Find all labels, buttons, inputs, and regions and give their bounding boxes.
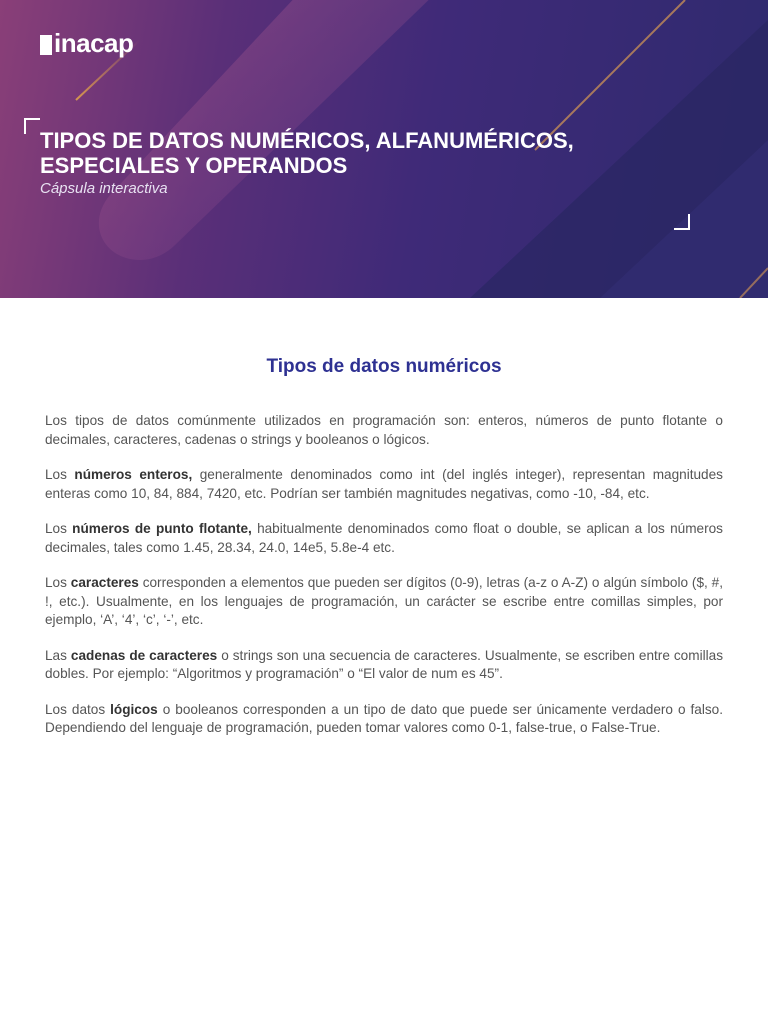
paragraph-lead: Los datos	[45, 701, 111, 717]
page-subtitle: Cápsula interactiva	[40, 180, 168, 197]
paragraph-bold-term: caracteres	[70, 575, 139, 590]
page-title: TIPOS DE DATOS NUMÉRICOS, ALFANUMÉRICOS, ESPECIALES Y OPERANDOS	[40, 128, 574, 178]
paragraph-text: o booleanos corresponden a un tipo de dato que puede ser únicamente verdadero o falso. Dependiendo del lenguaje de programación, pueden tomar valores como 0-1, false-true, o False-True.	[45, 701, 723, 735]
paragraph-text: Los tipos de datos comúnmente utilizados en programación son: enteros, números de punto flotante o decimales, caracteres, cadenas o strings y booleanos o lógicos.	[45, 413, 723, 447]
inacap-logo	[40, 28, 133, 59]
paragraph-bold-term: lógicos	[110, 701, 158, 717]
paragraph-bold-term: números enteros,	[74, 467, 193, 482]
paragraph-integers	[45, 466, 723, 503]
paragraph-floats	[45, 520, 723, 557]
paragraph-lead: Los	[45, 521, 73, 536]
corner-bracket-top-left	[24, 118, 40, 134]
main-content	[45, 356, 723, 755]
paragraph-lead: Los	[45, 575, 71, 590]
paragraph-booleans	[45, 701, 723, 738]
header-banner	[0, 0, 768, 298]
paragraph-text: o strings son una secuencia de caracteres. Usualmente, se escriben entre comillas dobles. Por ejemplo: “Algoritmos y programación” o “El valor de num es 45”.	[45, 647, 723, 681]
logo-mark-icon	[40, 35, 52, 55]
paragraph-lead: Los	[45, 467, 75, 482]
paragraph-text: habitualmente denominados como float o double, se aplican a los números decimales, tales como 1.45, 28.34, 24.0, 14e5, 5.8e-4 etc.	[45, 521, 723, 555]
paragraph-text: generalmente denominados como int (del inglés integer), representan magnitudes enteras como 10, 84, 884, 7420, etc. Podrían ser también magnitudes negativas, como -10, -84, etc.	[45, 467, 723, 501]
paragraph-bold-term: números de punto flotante,	[72, 521, 252, 536]
paragraph-strings	[45, 647, 723, 684]
section-title: Tipos de datos numéricos	[266, 356, 502, 377]
paragraph-characters	[45, 574, 723, 630]
logo-text: inacap	[54, 28, 134, 58]
paragraph-lead: Las	[45, 647, 71, 663]
corner-bracket-bottom-right	[674, 214, 690, 230]
paragraph-bold-term: cadenas de caracteres	[70, 647, 218, 663]
paragraph-intro	[45, 412, 723, 449]
paragraph-text: corresponden a elementos que pueden ser dígitos (0-9), letras (a-z o A-Z) o algún símbolo ($, #, !, etc.). Usualmente, en los lenguajes de programación, un carácter se escribe entre comillas simples, por ejemplo, ‘A’, ‘4’, ‘c’, ‘-’, etc.	[45, 575, 723, 627]
